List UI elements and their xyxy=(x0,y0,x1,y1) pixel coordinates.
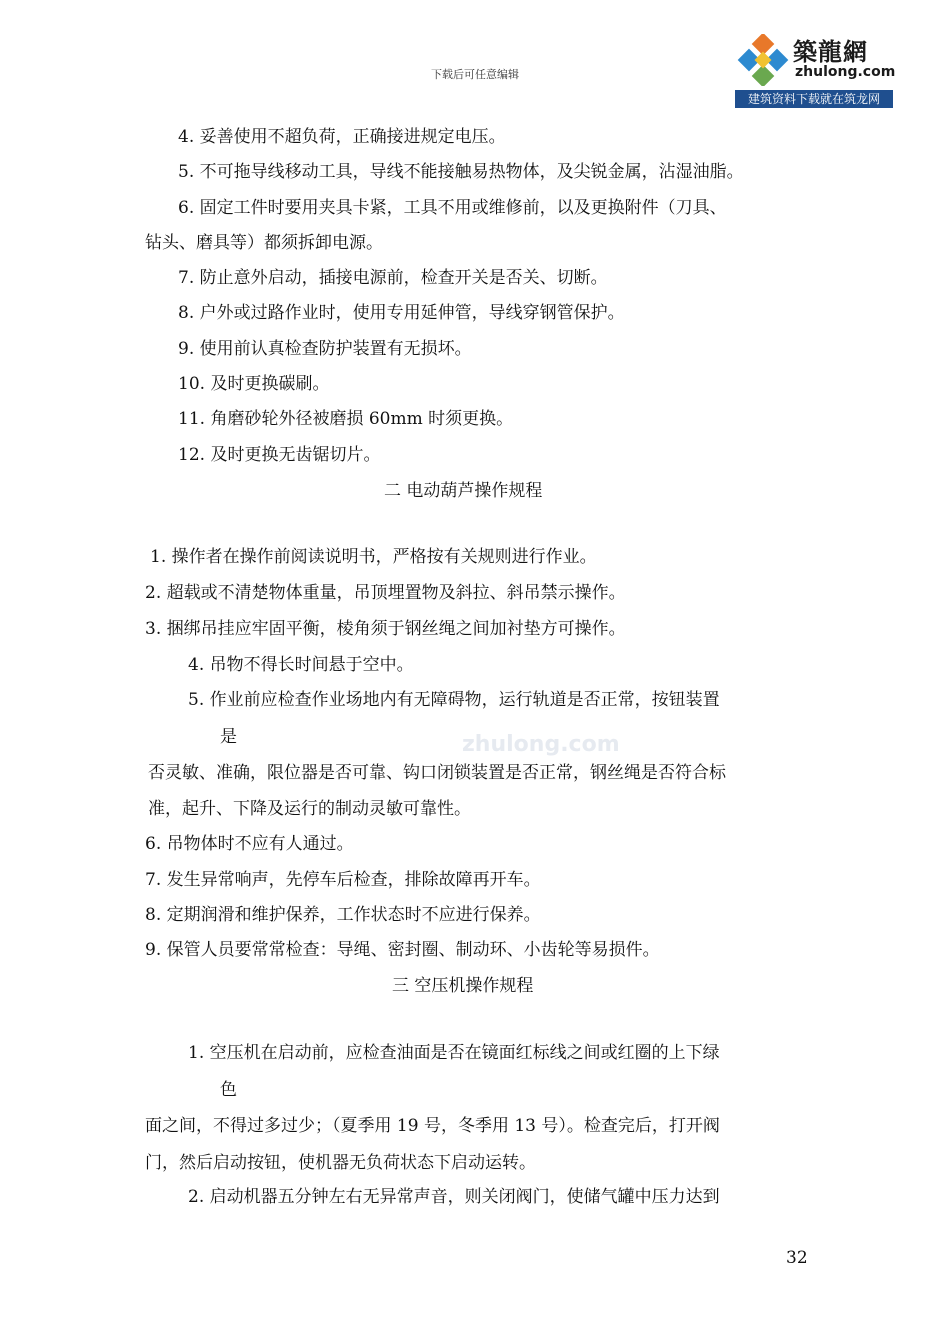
list-item: 准，起升、下降及运行的制动灵敏可靠性。 xyxy=(148,799,471,819)
list-item: 门，然后启动按钮，使机器无负荷状态下启动运转。 xyxy=(145,1153,536,1173)
list-item: 9. 使用前认真检查防护装置有无损坏。 xyxy=(178,339,472,359)
logo-mark-icon xyxy=(737,34,789,86)
list-item: 6. 固定工件时要用夹具卡紧，工具不用或维修前，以及更换附件（刀具、 xyxy=(178,198,727,218)
list-item: 4. 吊物不得长时间悬于空中。 xyxy=(188,655,414,675)
list-item: 是 xyxy=(220,727,237,747)
list-item: 6. 吊物体时不应有人通过。 xyxy=(145,834,354,854)
list-item: 12. 及时更换无齿锯切片。 xyxy=(178,445,381,465)
list-item: 钻头、磨具等）都须拆卸电源。 xyxy=(145,233,383,253)
list-item: 否灵敏、准确，限位器是否可靠、钩口闭锁装置是否正常，钢丝绳是否符合标 xyxy=(148,763,726,783)
list-item: 7. 发生异常响声，先停车后检查，排除故障再开车。 xyxy=(145,870,541,890)
page-number: 32 xyxy=(786,1248,808,1268)
list-item: 10. 及时更换碳刷。 xyxy=(178,374,330,394)
section-heading: 三 空压机操作规程 xyxy=(392,976,534,996)
logo-brand-en: zhulong.com xyxy=(795,64,896,80)
list-item: 5. 作业前应检查作业场地内有无障碍物，运行轨道是否正常，按钮装置 xyxy=(188,690,720,710)
list-item: 1. 空压机在启动前，应检查油面是否在镜面红标线之间或红圈的上下绿 xyxy=(188,1043,720,1063)
section-heading: 二 电动葫芦操作规程 xyxy=(384,481,543,501)
list-item: 面之间，不得过多过少；（夏季用 19 号，冬季用 13 号）。检查完后，打开阀 xyxy=(145,1116,720,1136)
list-item: 11. 角磨砂轮外径被磨损 60mm 时须更换。 xyxy=(178,409,514,429)
list-item: 8. 定期润滑和维护保养，工作状态时不应进行保养。 xyxy=(145,905,541,925)
list-item: 5. 不可拖导线移动工具，导线不能接触易热物体，及尖锐金属，沾湿油脂。 xyxy=(178,162,744,182)
watermark: zhulong.com xyxy=(462,732,620,757)
list-item: 2. 启动机器五分钟左右无异常声音，则关闭阀门，使储气罐中压力达到 xyxy=(188,1187,720,1207)
list-item: 1. 操作者在操作前阅读说明书，严格按有关规则进行作业。 xyxy=(150,547,597,567)
list-item: 色 xyxy=(220,1080,237,1100)
logo-slogan: 建筑资料下载就在筑龙网 xyxy=(735,90,893,108)
list-item: 9. 保管人员要常常检查：导绳、密封圈、制动环、小齿轮等易损件。 xyxy=(145,940,660,960)
list-item: 3. 捆绑吊挂应牢固平衡，棱角须于钢丝绳之间加衬垫方可操作。 xyxy=(145,619,626,639)
list-item: 4. 妥善使用不超负荷，正确接进规定电压。 xyxy=(178,127,506,147)
logo-brand-cn: 築龍網 xyxy=(793,37,868,66)
header-note: 下载后可任意编辑 xyxy=(431,68,519,81)
list-item: 8. 户外或过路作业时，使用专用延伸管，导线穿钢管保护。 xyxy=(178,303,625,323)
list-item: 7. 防止意外启动，插接电源前，检查开关是否关、切断。 xyxy=(178,268,608,288)
list-item: 2. 超载或不清楚物体重量，吊顶埋置物及斜拉、斜吊禁示操作。 xyxy=(145,583,626,603)
zhulong-logo xyxy=(735,30,896,108)
